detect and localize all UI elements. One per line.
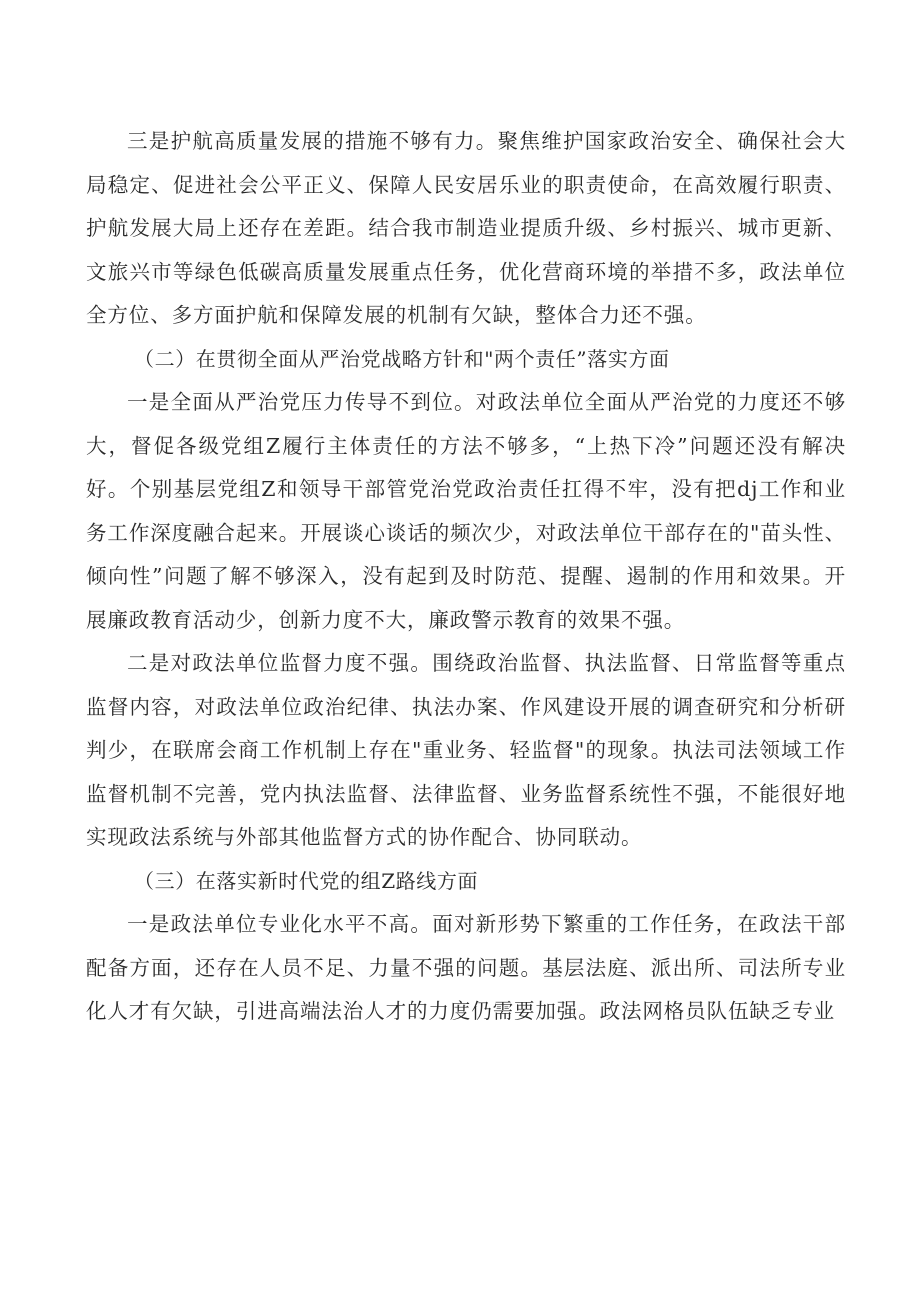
document-body: [86, 120, 846, 1034]
section-heading-two: （二）在贯彻全面从严治党战略方针和"两个责任”落实方面: [134, 346, 670, 371]
paragraph-supervision: 二是对政法单位监督力度不强。围绕政治监督、执法监督、日常监督等重点监督内容，对政法单位政治纪律、执法办案、作风建设开展的调查研究和分析研判少，在联席会商工作机制上存在"重业务、轻监督"的现象。执法司法领域工作监督机制不完善，党内执法监督、法律监督、业务监督系统性不强，不能很好地实现政法系统与外部其他监督方式的协作配合、协同联动。: [86, 651, 846, 849]
paragraph-professionalization: 一是政法单位专业化水平不高。面对新形势下繁重的工作任务，在政法干部配备方面，还存在人员不足、力量不强的问题。基层法庭、派出所、司法所专业化人才有欠缺，引进高端法治人才的力度仍需要加强。政法网格员队伍缺乏专业: [86, 912, 846, 1023]
paragraph-pressure-transmission: 一是全面从严治党压力传导不到位。对政法单位全面从严治党的力度还不够大，督促各级党组Z履行主体责任的方法不够多，“上热下冷”问题还没有解决好。个别基层党组Z和领导干部管党治党政治责任扛得不牢，没有把dj工作和业务工作深度融合起来。开展谈心谈话的频次少，对政法单位干部存在的"苗头性、倾向性”问题了解不够深入，没有起到及时防范、提醒、遏制的作用和效果。开展廉政教育活动少，创新力度不大，廉政警示教育的效果不强。: [86, 390, 846, 632]
section-heading-three: （三）在落实新时代党的组Z路线方面: [134, 868, 479, 893]
paragraph-high-quality-development: 三是护航高质量发展的措施不够有力。聚焦维护国家政治安全、确保社会大局稳定、促进社会公平正义、保障人民安居乐业的职责使命，在高效履行职责、护航发展大局上还存在差距。结合我市制造业提质升级、乡村振兴、城市更新、文旅兴市等绿色低碳高质量发展重点任务，优化营商环境的举措不多，政法单位全方位、多方面护航和保障发展的机制有欠缺，整体合力还不强。: [86, 129, 846, 327]
